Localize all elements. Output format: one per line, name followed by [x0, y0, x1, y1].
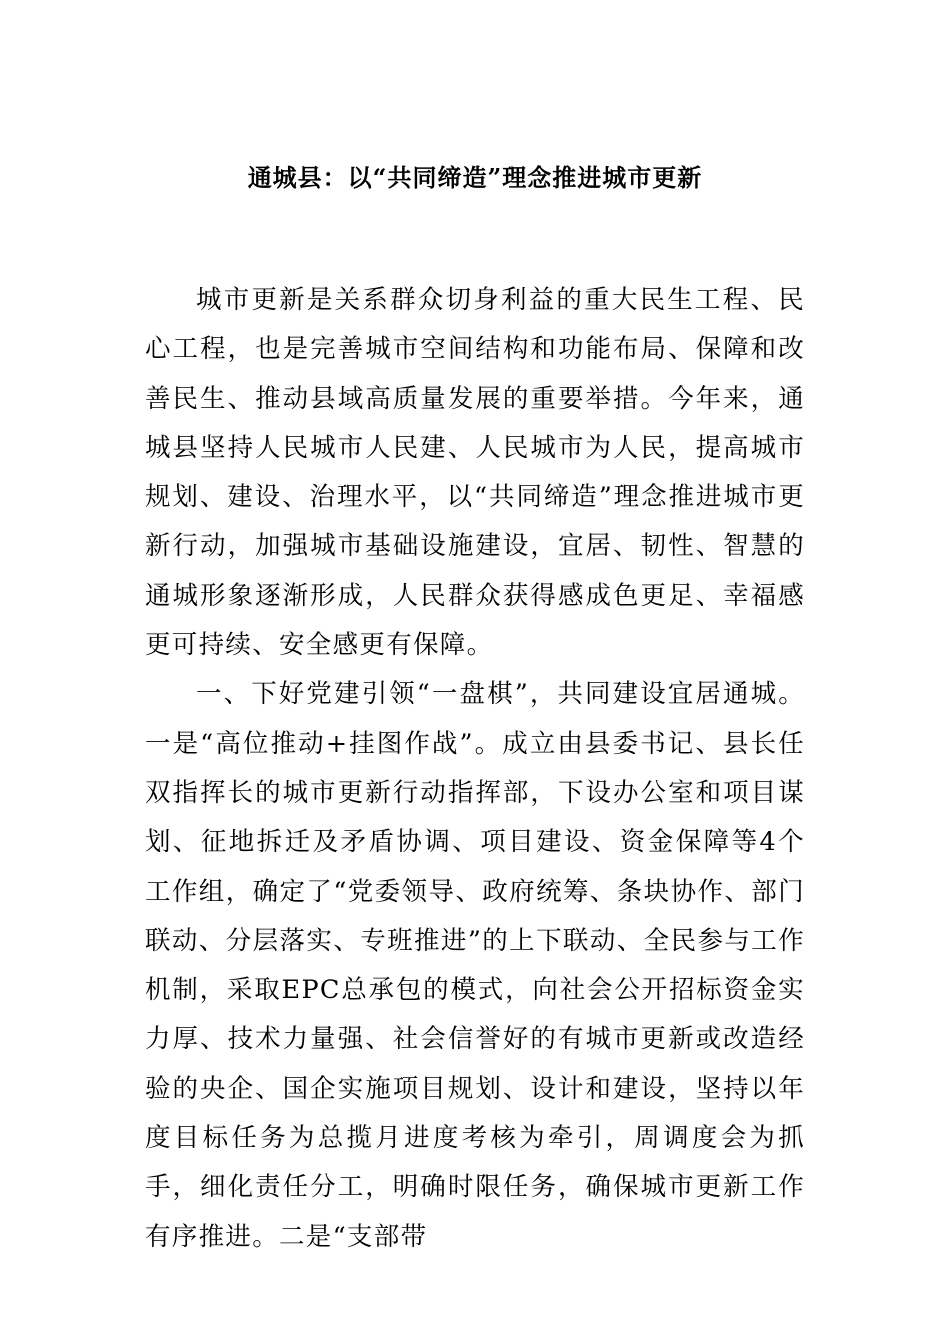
document-title: 通城县：以“共同缔造”理念推进城市更新	[247, 163, 703, 192]
paragraph-section-one: 一、下好党建引领“一盘棋”，共同建设宜居通城。一是“高位推动+挂图作战”。成立由县委书记、县长任双指挥长的城市更新行动指挥部，下设办公室和项目谋划、征地拆迁及矛盾协调、项目建设、资金保障等4个工作组，确定了“党委领导、政府统筹、条块协作、部门联动、分层落实、专班推进”的上下联动、全民参与工作机制，采取EPC总承包的模式，向社会公开招标资金实力厚、技术力量强、社会信誉好的有城市更新或改造经验的央企、国企实施项目规划、设计和建设，坚持以年度目标任务为总揽月进度考核为牵引，周调度会为抓手，细化责任分工，明确时限任务，确保城市更新工作有序推进。二是“支部带	[145, 679, 805, 1252]
paragraph-intro: 城市更新是关系群众切身利益的重大民生工程、民心工程，也是完善城市空间结构和功能布局、保障和改善民生、推动县域高质量发展的重要举措。今年来，通城县坚持人民城市人民建、人民城市为人民，提高城市规划、建设、治理水平，以“共同缔造”理念推进城市更新行动，加强城市基础设施建设，宜居、韧性、智慧的通城形象逐渐形成，人民群众获得感成色更足、幸福感更可持续、安全感更有保障。	[145, 285, 805, 661]
document-body	[145, 276, 805, 1262]
